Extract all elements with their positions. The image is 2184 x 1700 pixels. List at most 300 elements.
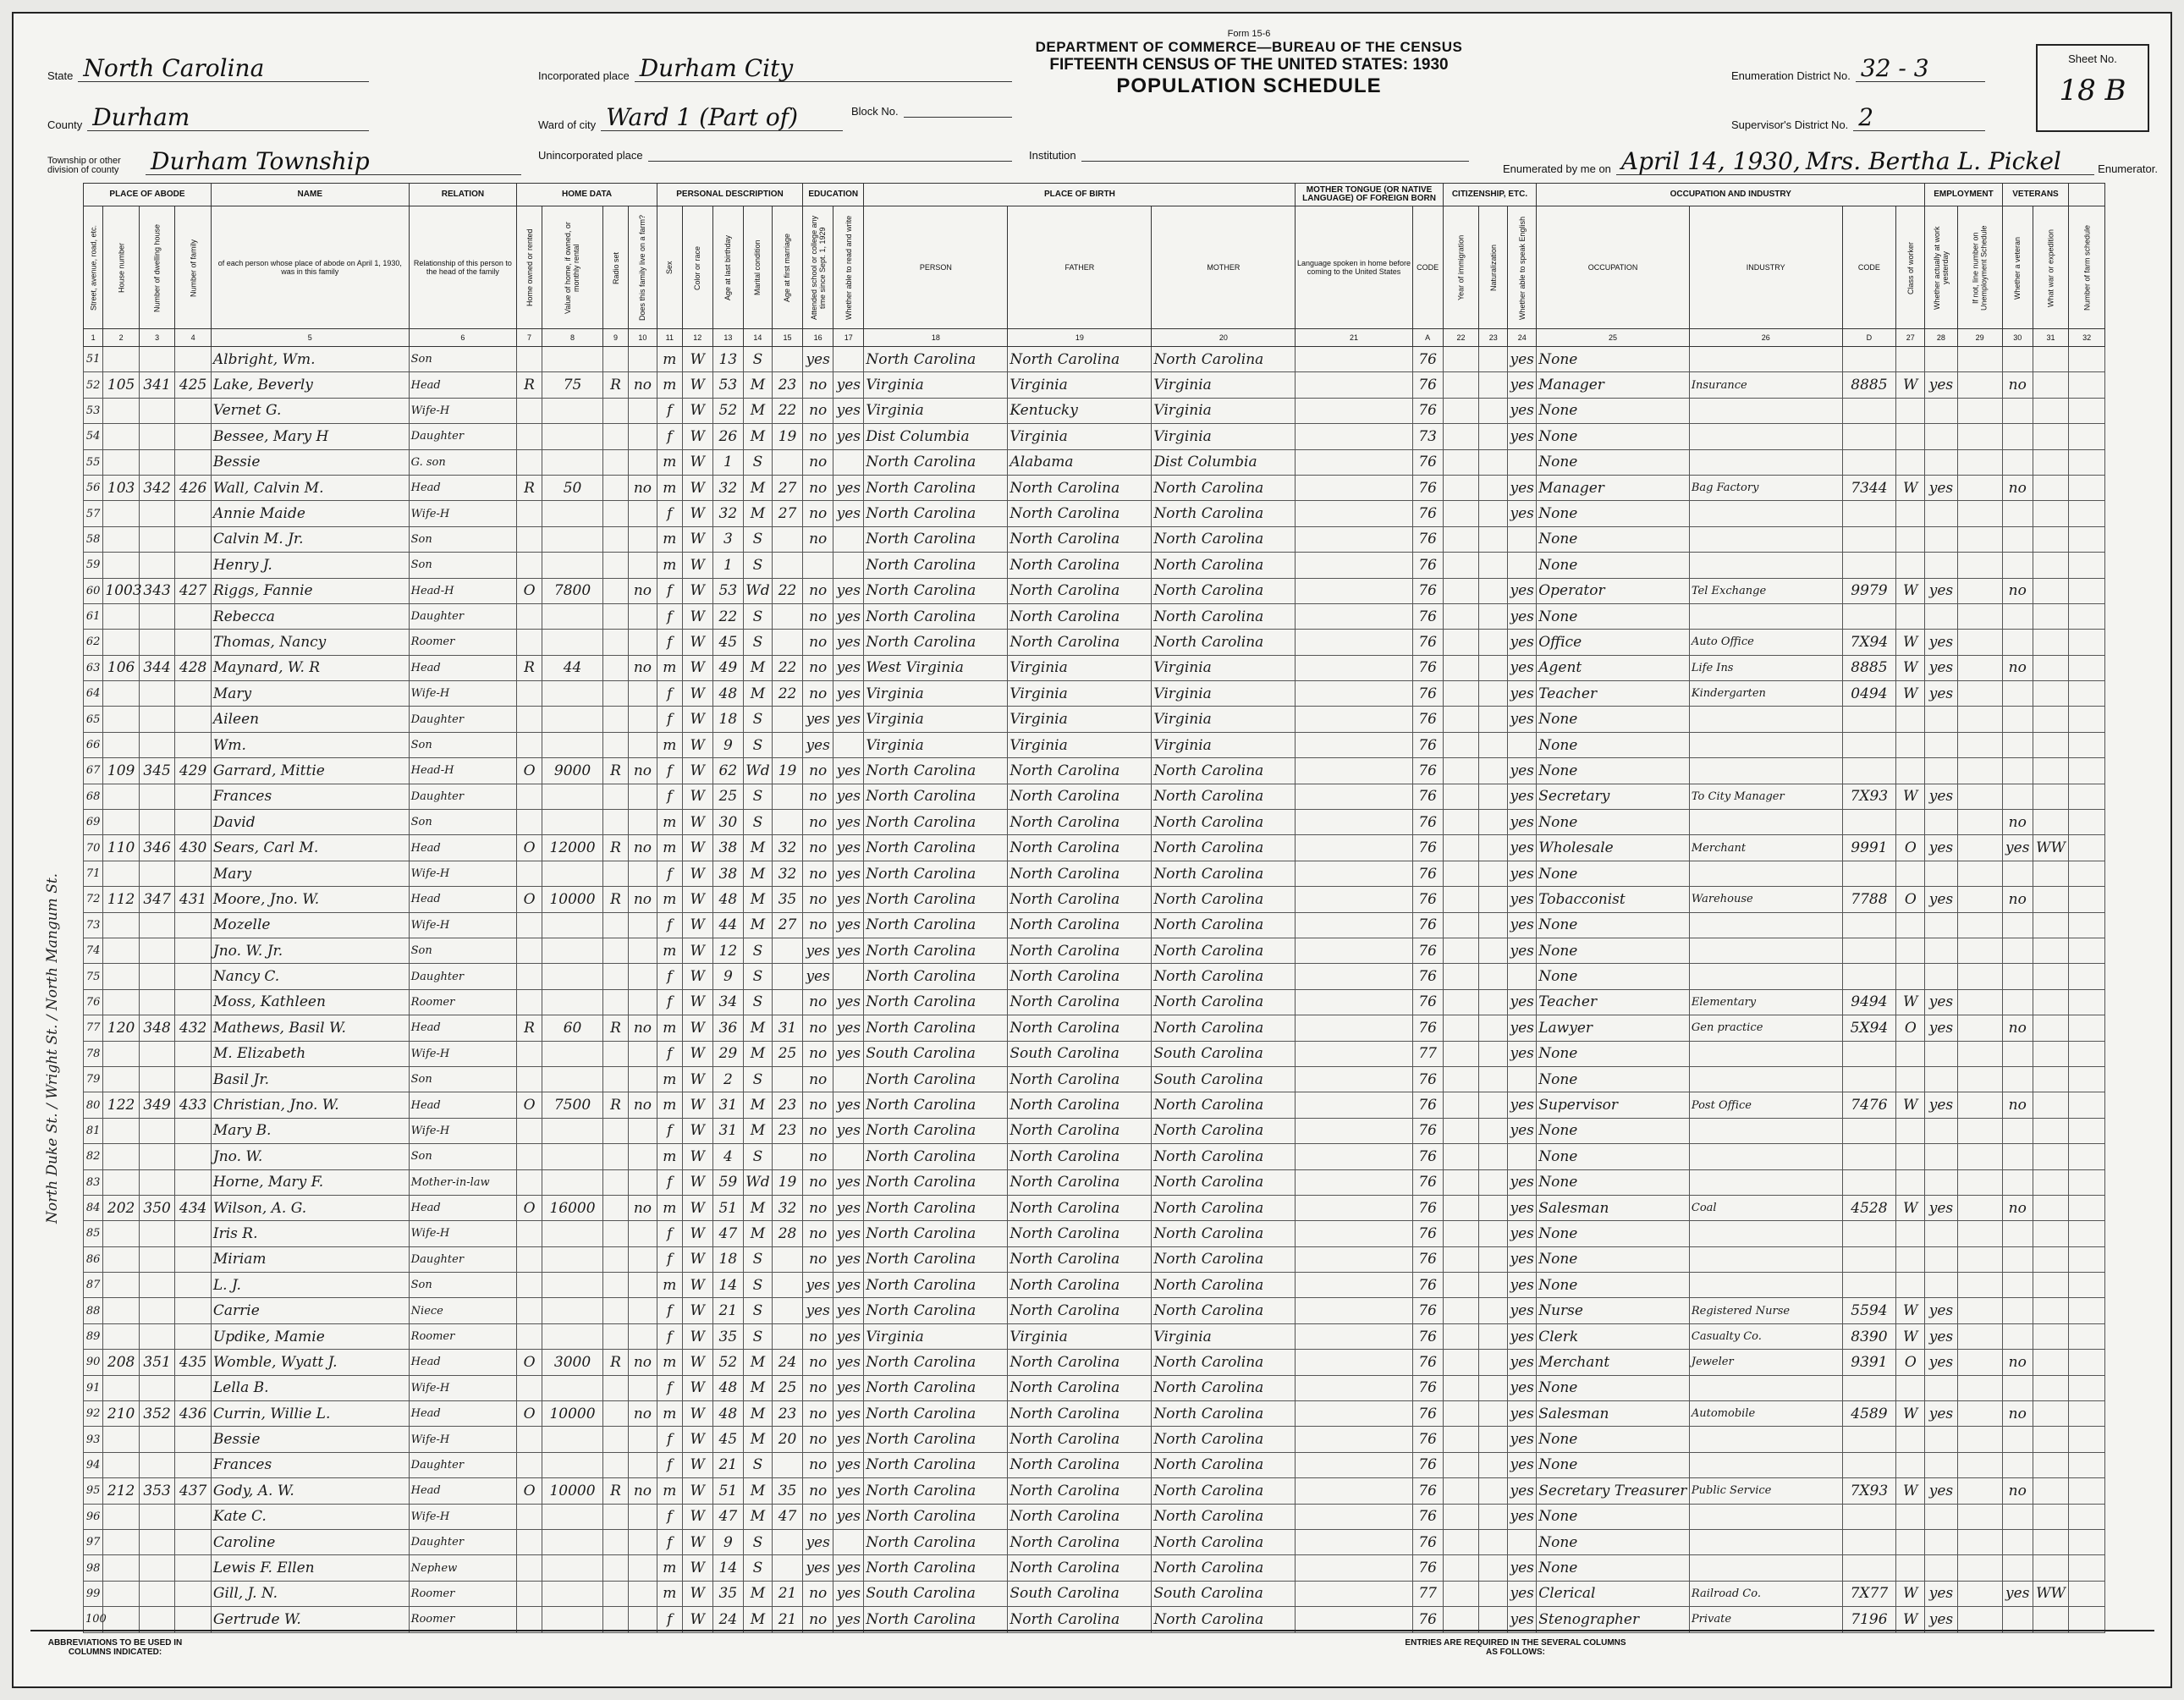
occupation-cell: None <box>1537 707 1690 732</box>
speak-english-cell: yes <box>1508 1401 1537 1427</box>
veteran-cell <box>2002 1221 2033 1246</box>
industry-cell: Life Ins <box>1689 655 1842 680</box>
home-value-cell <box>542 347 602 372</box>
family-number-cell <box>175 1066 212 1092</box>
language-code-cell: 73 <box>1412 424 1443 449</box>
farm-schedule-cell <box>2069 398 2105 423</box>
immigration-year-cell <box>1443 347 1479 372</box>
farm-cell <box>628 989 657 1015</box>
farm-cell <box>628 630 657 655</box>
immigration-year-cell <box>1443 1195 1479 1220</box>
school-cell: no <box>803 449 833 475</box>
veteran-cell <box>2002 1246 2033 1272</box>
veteran-cell: no <box>2002 1015 2033 1041</box>
naturalization-cell <box>1479 1452 1508 1477</box>
age-cell: 52 <box>712 1350 743 1375</box>
sex-cell: f <box>657 603 682 629</box>
column-number: 6 <box>409 329 517 347</box>
at-work-cell <box>1925 1427 1957 1452</box>
relation-cell: Son <box>409 1144 517 1169</box>
occupation-cell: None <box>1537 732 1690 757</box>
class-of-worker-cell <box>1896 964 1925 989</box>
read-write-cell: yes <box>833 912 864 938</box>
language-cell <box>1296 1041 1412 1066</box>
street-cell: 77 <box>84 1015 103 1041</box>
marital-cell: S <box>743 630 772 655</box>
speak-english-cell: yes <box>1508 989 1537 1015</box>
language-code-cell: 76 <box>1412 912 1443 938</box>
war-cell <box>2033 707 2069 732</box>
table-row <box>84 398 2105 423</box>
radio-cell <box>603 810 629 835</box>
at-work-cell: yes <box>1925 578 1957 603</box>
father-birthplace-cell: Virginia <box>1008 372 1152 398</box>
form-header <box>1012 29 1486 98</box>
mother-birthplace-cell: North Carolina <box>1152 784 1296 809</box>
veteran-cell <box>2002 758 2033 784</box>
person-birthplace-cell: Virginia <box>864 707 1008 732</box>
industry-cell <box>1689 1427 1842 1452</box>
farm-cell <box>628 861 657 886</box>
dwelling-number-cell <box>139 1555 175 1581</box>
father-birthplace-cell: North Carolina <box>1008 1092 1152 1118</box>
class-of-worker-cell: W <box>1896 1092 1925 1118</box>
house-number-cell <box>103 1529 140 1554</box>
tenure-cell <box>517 1427 542 1452</box>
language-code-cell: 77 <box>1412 1041 1443 1066</box>
tenure-cell: O <box>517 758 542 784</box>
race-cell: W <box>682 475 712 500</box>
supervisor-district-label: Supervisor's District No. <box>1731 118 1849 131</box>
house-number-cell: 210 <box>103 1401 140 1427</box>
column-number: 13 <box>712 329 743 347</box>
dwelling-number-cell <box>139 1529 175 1554</box>
house-number-cell <box>103 630 140 655</box>
mother-birthplace-cell: South Carolina <box>1152 1041 1296 1066</box>
tenure-cell <box>517 989 542 1015</box>
veteran-cell <box>2002 1323 2033 1349</box>
occupation-code-cell: 7X93 <box>1842 1478 1896 1504</box>
family-number-cell: 431 <box>175 887 212 912</box>
marital-cell: S <box>743 553 772 578</box>
race-cell: W <box>682 912 712 938</box>
war-cell <box>2033 1221 2069 1246</box>
occupation-cell: Salesman <box>1537 1195 1690 1220</box>
marital-cell: M <box>743 372 772 398</box>
farm-schedule-cell <box>2069 835 2105 861</box>
name-cell: Frances <box>211 1452 409 1477</box>
farm-schedule-cell <box>2069 861 2105 886</box>
street-cell: 60 <box>84 578 103 603</box>
sex-cell: f <box>657 501 682 526</box>
street-cell: 64 <box>84 681 103 707</box>
radio-cell <box>603 1555 629 1581</box>
form-footer <box>30 1630 2154 1682</box>
radio-cell: R <box>603 1092 629 1118</box>
naturalization-cell <box>1479 347 1508 372</box>
language-code-cell: 76 <box>1412 1169 1443 1195</box>
name-cell: Garrard, Mittie <box>211 758 409 784</box>
dwelling-number-cell <box>139 1298 175 1323</box>
farm-cell <box>628 1427 657 1452</box>
industry-cell <box>1689 1452 1842 1477</box>
veteran-cell <box>2002 964 2033 989</box>
farm-cell: no <box>628 475 657 500</box>
class-of-worker-cell: O <box>1896 835 1925 861</box>
read-write-cell: yes <box>833 1246 864 1272</box>
township-value: Durham Township <box>146 149 521 175</box>
mother-birthplace-cell: North Carolina <box>1152 989 1296 1015</box>
street-cell: 99 <box>84 1581 103 1606</box>
read-write-cell: yes <box>833 861 864 886</box>
school-cell: no <box>803 810 833 835</box>
radio-cell: R <box>603 835 629 861</box>
race-cell: W <box>682 526 712 552</box>
language-code-cell: 76 <box>1412 1246 1443 1272</box>
farm-schedule-cell <box>2069 1427 2105 1452</box>
person-birthplace-cell: North Carolina <box>864 1169 1008 1195</box>
home-value-cell <box>542 553 602 578</box>
immigration-year-cell <box>1443 784 1479 809</box>
incorporated-label: Incorporated place <box>538 69 630 82</box>
county-value: Durham <box>87 105 369 131</box>
farm-schedule-cell <box>2069 1478 2105 1504</box>
table-row <box>84 938 2105 963</box>
mother-birthplace-cell: North Carolina <box>1152 810 1296 835</box>
person-birthplace-cell: North Carolina <box>864 1298 1008 1323</box>
street-cell: 56 <box>84 475 103 500</box>
immigration-year-cell <box>1443 1452 1479 1477</box>
occupation-cell: Wholesale <box>1537 835 1690 861</box>
language-code-cell: 76 <box>1412 1427 1443 1452</box>
immigration-year-cell <box>1443 1375 1479 1400</box>
family-number-cell <box>175 912 212 938</box>
relation-cell: Wife-H <box>409 1427 517 1452</box>
occupation-cell: Secretary <box>1537 784 1690 809</box>
mother-birthplace-cell: North Carolina <box>1152 1504 1296 1529</box>
age-cell: 18 <box>712 707 743 732</box>
industry-cell <box>1689 424 1842 449</box>
age-first-marriage-cell <box>772 1144 802 1169</box>
family-number-cell: 425 <box>175 372 212 398</box>
family-number-cell <box>175 1118 212 1143</box>
farm-cell <box>628 964 657 989</box>
occupation-cell: None <box>1537 1041 1690 1066</box>
naturalization-cell <box>1479 732 1508 757</box>
unemployment-line-cell <box>1957 1246 2002 1272</box>
class-of-worker-cell <box>1896 1504 1925 1529</box>
mother-birthplace-cell: North Carolina <box>1152 347 1296 372</box>
school-cell: no <box>803 1401 833 1427</box>
war-cell <box>2033 578 2069 603</box>
home-value-cell: 75 <box>542 372 602 398</box>
person-birthplace-cell: North Carolina <box>864 449 1008 475</box>
marital-cell: M <box>743 861 772 886</box>
occupation-cell: None <box>1537 1169 1690 1195</box>
house-number-cell <box>103 784 140 809</box>
table-row <box>84 1555 2105 1581</box>
house-number-cell <box>103 707 140 732</box>
occupation-code-cell <box>1842 707 1896 732</box>
house-number-cell: 122 <box>103 1092 140 1118</box>
sex-cell: f <box>657 424 682 449</box>
industry-cell: Private <box>1689 1607 1842 1632</box>
school-cell: no <box>803 1350 833 1375</box>
war-cell <box>2033 964 2069 989</box>
age-first-marriage-cell: 22 <box>772 681 802 707</box>
farm-schedule-cell <box>2069 1298 2105 1323</box>
naturalization-cell <box>1479 1581 1508 1606</box>
speak-english-cell: yes <box>1508 630 1537 655</box>
table-row <box>84 1041 2105 1066</box>
speak-english-cell: yes <box>1508 861 1537 886</box>
house-number-cell <box>103 1273 140 1298</box>
war-cell <box>2033 1092 2069 1118</box>
dwelling-number-cell: 346 <box>139 835 175 861</box>
unemployment-line-cell <box>1957 1401 2002 1427</box>
home-value-cell <box>542 1427 602 1452</box>
house-number-cell: 1003 <box>103 578 140 603</box>
col-at-work: Whether actually at work yesterday <box>1925 206 1957 329</box>
race-cell: W <box>682 1529 712 1554</box>
unemployment-line-cell <box>1957 861 2002 886</box>
farm-schedule-cell <box>2069 424 2105 449</box>
age-cell: 38 <box>712 835 743 861</box>
veteran-cell: no <box>2002 1478 2033 1504</box>
at-work-cell: yes <box>1925 475 1957 500</box>
street-cell: 51 <box>84 347 103 372</box>
race-cell: W <box>682 655 712 680</box>
occupation-code-cell <box>1842 1169 1896 1195</box>
immigration-year-cell <box>1443 1607 1479 1632</box>
war-cell <box>2033 398 2069 423</box>
person-birthplace-cell: North Carolina <box>864 1375 1008 1400</box>
table-row <box>84 1273 2105 1298</box>
occupation-cell: None <box>1537 758 1690 784</box>
naturalization-cell <box>1479 989 1508 1015</box>
age-cell: 51 <box>712 1195 743 1220</box>
col-occupation-code: CODE <box>1842 206 1896 329</box>
abbreviations-title: ABBREVIATIONS TO BE USED IN COLUMNS INDICATED: <box>47 1638 183 1657</box>
dwelling-number-cell <box>139 1581 175 1606</box>
occupation-cell: None <box>1537 501 1690 526</box>
marital-cell: M <box>743 1581 772 1606</box>
immigration-year-cell <box>1443 1401 1479 1427</box>
sex-cell: m <box>657 372 682 398</box>
at-work-cell: yes <box>1925 1015 1957 1041</box>
speak-english-cell: yes <box>1508 1555 1537 1581</box>
tenure-cell <box>517 1041 542 1066</box>
unemployment-line-cell <box>1957 1066 2002 1092</box>
marital-cell: M <box>743 887 772 912</box>
unemployment-line-cell <box>1957 989 2002 1015</box>
naturalization-cell <box>1479 1529 1508 1554</box>
radio-cell <box>603 1401 629 1427</box>
read-write-cell: yes <box>833 1504 864 1529</box>
class-of-worker-cell <box>1896 1375 1925 1400</box>
col-mother-birthplace: MOTHER <box>1152 206 1296 329</box>
at-work-cell <box>1925 1504 1957 1529</box>
name-cell: David <box>211 810 409 835</box>
marital-cell: M <box>743 1092 772 1118</box>
table-row <box>84 1298 2105 1323</box>
col-street: Street, avenue, road, etc. <box>84 206 103 329</box>
sex-cell: m <box>657 1401 682 1427</box>
tenure-cell <box>517 553 542 578</box>
person-birthplace-cell: North Carolina <box>864 1092 1008 1118</box>
unincorporated-field <box>538 149 1012 162</box>
age-cell: 24 <box>712 1607 743 1632</box>
marital-cell: Wd <box>743 758 772 784</box>
radio-cell <box>603 1607 629 1632</box>
school-cell: no <box>803 424 833 449</box>
race-cell: W <box>682 1452 712 1477</box>
family-number-cell: 430 <box>175 835 212 861</box>
column-number: 7 <box>517 329 542 347</box>
relation-cell: Head <box>409 475 517 500</box>
col-read-write: Whether able to read and write <box>833 206 864 329</box>
industry-cell: Kindergarten <box>1689 681 1842 707</box>
father-birthplace-cell: North Carolina <box>1008 526 1152 552</box>
person-birthplace-cell: North Carolina <box>864 475 1008 500</box>
language-cell <box>1296 424 1412 449</box>
occupation-code-cell <box>1842 1246 1896 1272</box>
relation-cell: Daughter <box>409 424 517 449</box>
language-cell <box>1296 1555 1412 1581</box>
sex-cell: f <box>657 1246 682 1272</box>
mother-birthplace-cell: Virginia <box>1152 732 1296 757</box>
language-code-cell: 76 <box>1412 1195 1443 1220</box>
street-cell: 74 <box>84 938 103 963</box>
occupation-cell: Salesman <box>1537 1401 1690 1427</box>
age-first-marriage-cell <box>772 1555 802 1581</box>
sex-cell: f <box>657 1221 682 1246</box>
class-of-worker-cell: W <box>1896 1607 1925 1632</box>
farm-schedule-cell <box>2069 758 2105 784</box>
unemployment-line-cell <box>1957 758 2002 784</box>
tenure-cell <box>517 1273 542 1298</box>
marital-cell: M <box>743 424 772 449</box>
school-cell: no <box>803 1478 833 1504</box>
family-number-cell <box>175 553 212 578</box>
family-number-cell <box>175 1298 212 1323</box>
family-number-cell <box>175 526 212 552</box>
dwelling-number-cell <box>139 1221 175 1246</box>
veteran-cell <box>2002 1555 2033 1581</box>
person-birthplace-cell: North Carolina <box>864 578 1008 603</box>
naturalization-cell <box>1479 1169 1508 1195</box>
farm-cell <box>628 449 657 475</box>
dwelling-number-cell <box>139 964 175 989</box>
table-row <box>84 1350 2105 1375</box>
relation-cell: Nephew <box>409 1555 517 1581</box>
war-cell <box>2033 424 2069 449</box>
unemployment-line-cell <box>1957 938 2002 963</box>
street-cell: 59 <box>84 553 103 578</box>
tenure-cell <box>517 964 542 989</box>
column-number: 25 <box>1537 329 1690 347</box>
school-cell: no <box>803 526 833 552</box>
sheet-number-value: 18 B <box>2059 74 2126 107</box>
class-of-worker-cell <box>1896 398 1925 423</box>
mother-birthplace-cell: North Carolina <box>1152 964 1296 989</box>
home-value-cell <box>542 1298 602 1323</box>
relation-cell: Head-H <box>409 578 517 603</box>
unemployment-line-cell <box>1957 655 2002 680</box>
class-of-worker-cell <box>1896 553 1925 578</box>
occupation-group-header: OCCUPATION AND INDUSTRY <box>1537 184 1925 206</box>
marital-cell: M <box>743 398 772 423</box>
occupation-cell: None <box>1537 1246 1690 1272</box>
family-number-cell: 433 <box>175 1092 212 1118</box>
street-cell: 57 <box>84 501 103 526</box>
language-cell <box>1296 861 1412 886</box>
read-write-cell: yes <box>833 810 864 835</box>
family-number-cell <box>175 732 212 757</box>
name-cell: Kate C. <box>211 1504 409 1529</box>
col-name: of each person whose place of abode on April 1, 1930, was in this family <box>211 206 409 329</box>
father-birthplace-cell: North Carolina <box>1008 887 1152 912</box>
radio-cell <box>603 1169 629 1195</box>
language-cell <box>1296 347 1412 372</box>
mother-birthplace-cell: Virginia <box>1152 707 1296 732</box>
naturalization-cell <box>1479 449 1508 475</box>
race-cell: W <box>682 630 712 655</box>
immigration-year-cell <box>1443 1555 1479 1581</box>
house-number-cell <box>103 1375 140 1400</box>
farm-schedule-cell <box>2069 553 2105 578</box>
sex-cell: f <box>657 1041 682 1066</box>
at-work-cell <box>1925 603 1957 629</box>
mother-birthplace-cell: North Carolina <box>1152 1246 1296 1272</box>
industry-cell <box>1689 526 1842 552</box>
language-code-cell: 76 <box>1412 1478 1443 1504</box>
name-cell: Miriam <box>211 1246 409 1272</box>
occupation-code-cell <box>1842 424 1896 449</box>
mother-birthplace-cell: North Carolina <box>1152 1221 1296 1246</box>
unemployment-line-cell <box>1957 1607 2002 1632</box>
read-write-cell: yes <box>833 1401 864 1427</box>
dwelling-number-cell: 341 <box>139 372 175 398</box>
read-write-cell: yes <box>833 1350 864 1375</box>
at-work-cell <box>1925 1118 1957 1143</box>
at-work-cell <box>1925 1221 1957 1246</box>
person-birthplace-cell: Virginia <box>864 372 1008 398</box>
war-cell <box>2033 1195 2069 1220</box>
relation-cell: Wife-H <box>409 1375 517 1400</box>
at-work-cell: yes <box>1925 1092 1957 1118</box>
naturalization-cell <box>1479 1555 1508 1581</box>
farm-cell <box>628 424 657 449</box>
speak-english-cell: yes <box>1508 1452 1537 1477</box>
language-cell <box>1296 1529 1412 1554</box>
farm-schedule-cell <box>2069 1273 2105 1298</box>
immigration-year-cell <box>1443 553 1479 578</box>
farm-cell <box>628 501 657 526</box>
column-number: 30 <box>2002 329 2033 347</box>
school-cell: yes <box>803 732 833 757</box>
veteran-cell: no <box>2002 655 2033 680</box>
family-number-cell: 429 <box>175 758 212 784</box>
language-code-cell: 76 <box>1412 681 1443 707</box>
house-number-cell: 105 <box>103 372 140 398</box>
immigration-year-cell <box>1443 1169 1479 1195</box>
column-number: 10 <box>628 329 657 347</box>
person-birthplace-cell: North Carolina <box>864 1118 1008 1143</box>
marital-cell: S <box>743 347 772 372</box>
age-first-marriage-cell <box>772 449 802 475</box>
war-cell <box>2033 912 2069 938</box>
